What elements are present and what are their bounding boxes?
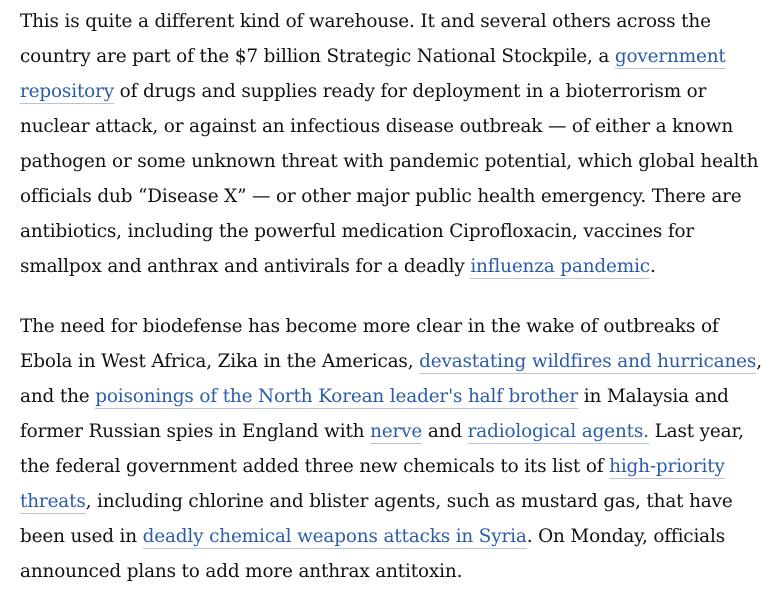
- text-run: pathogen or some unknown threat with pandemic potential, which global health: [20, 151, 759, 172]
- inline-link[interactable]: nerve: [370, 421, 423, 442]
- inline-link[interactable]: government: [614, 46, 726, 67]
- inline-link[interactable]: poisonings of the North Korean leader's half brother: [95, 386, 579, 407]
- text-run: the federal government added three new chemicals to its list of: [20, 456, 610, 477]
- text-line: [20, 379, 732, 414]
- text-line: [20, 414, 744, 449]
- text-run: and: [422, 421, 468, 442]
- text-run: Ebola in West Africa, Zika in the Americas,: [20, 351, 420, 372]
- text-run: and the: [20, 386, 96, 407]
- text-line: [20, 4, 732, 39]
- inline-link[interactable]: devastating wildfires and hurricanes: [419, 351, 757, 372]
- text-run: , including chlorine and blister agents, such as mustard gas, that have: [85, 491, 733, 512]
- inline-link[interactable]: radiological agents.: [467, 421, 649, 442]
- text-run: ,: [756, 351, 762, 372]
- inline-link[interactable]: threats: [20, 491, 86, 512]
- text-line: [20, 179, 742, 214]
- text-run: country are part of the $7 billion Strategic National Stockpile, a: [20, 46, 615, 67]
- text-run: officials dub “Disease X” — or other major public health emergency. There are: [20, 186, 742, 207]
- text-run: .: [649, 256, 656, 277]
- inline-link[interactable]: influenza pandemic: [470, 256, 650, 277]
- inline-link[interactable]: high-priority: [609, 456, 725, 477]
- text-run: antibiotics, including the powerful medication Ciprofloxacin, vaccines for: [20, 221, 695, 242]
- text-run: The need for biodefense has become more clear in the wake of outbreaks of: [20, 316, 719, 337]
- text-line: [20, 519, 732, 554]
- text-run: been used in: [20, 526, 143, 547]
- text-line: [20, 309, 732, 344]
- text-line: [20, 39, 732, 74]
- article-paragraph: [20, 309, 762, 589]
- inline-link[interactable]: repository: [20, 81, 114, 102]
- text-run: This is quite a different kind of warehouse. It and several others across the: [20, 11, 711, 32]
- text-run: announced plans to add more anthrax antitoxin.: [20, 561, 463, 582]
- text-line: [20, 249, 732, 284]
- text-line: [20, 449, 732, 484]
- text-run: in Malaysia and: [578, 386, 729, 407]
- text-line: [20, 144, 759, 179]
- text-run: smallpox and anthrax and antivirals for a deadly: [20, 256, 471, 277]
- inline-link[interactable]: deadly chemical weapons attacks in Syria: [142, 526, 527, 547]
- article-body: [20, 4, 762, 589]
- text-line: [20, 484, 732, 519]
- article-paragraph: [20, 4, 759, 284]
- text-run: nuclear attack, or against an infectious disease outbreak — of either a known: [20, 116, 734, 137]
- text-line: [20, 214, 732, 249]
- text-run: former Russian spies in England with: [20, 421, 371, 442]
- text-line: [20, 554, 732, 589]
- text-run: Last year,: [648, 421, 744, 442]
- text-line: [20, 344, 762, 379]
- text-line: [20, 74, 732, 109]
- text-run: of drugs and supplies ready for deployment in a bioterrorism or: [113, 81, 707, 102]
- text-line: [20, 109, 732, 144]
- text-run: . On Monday, officials: [526, 526, 726, 547]
